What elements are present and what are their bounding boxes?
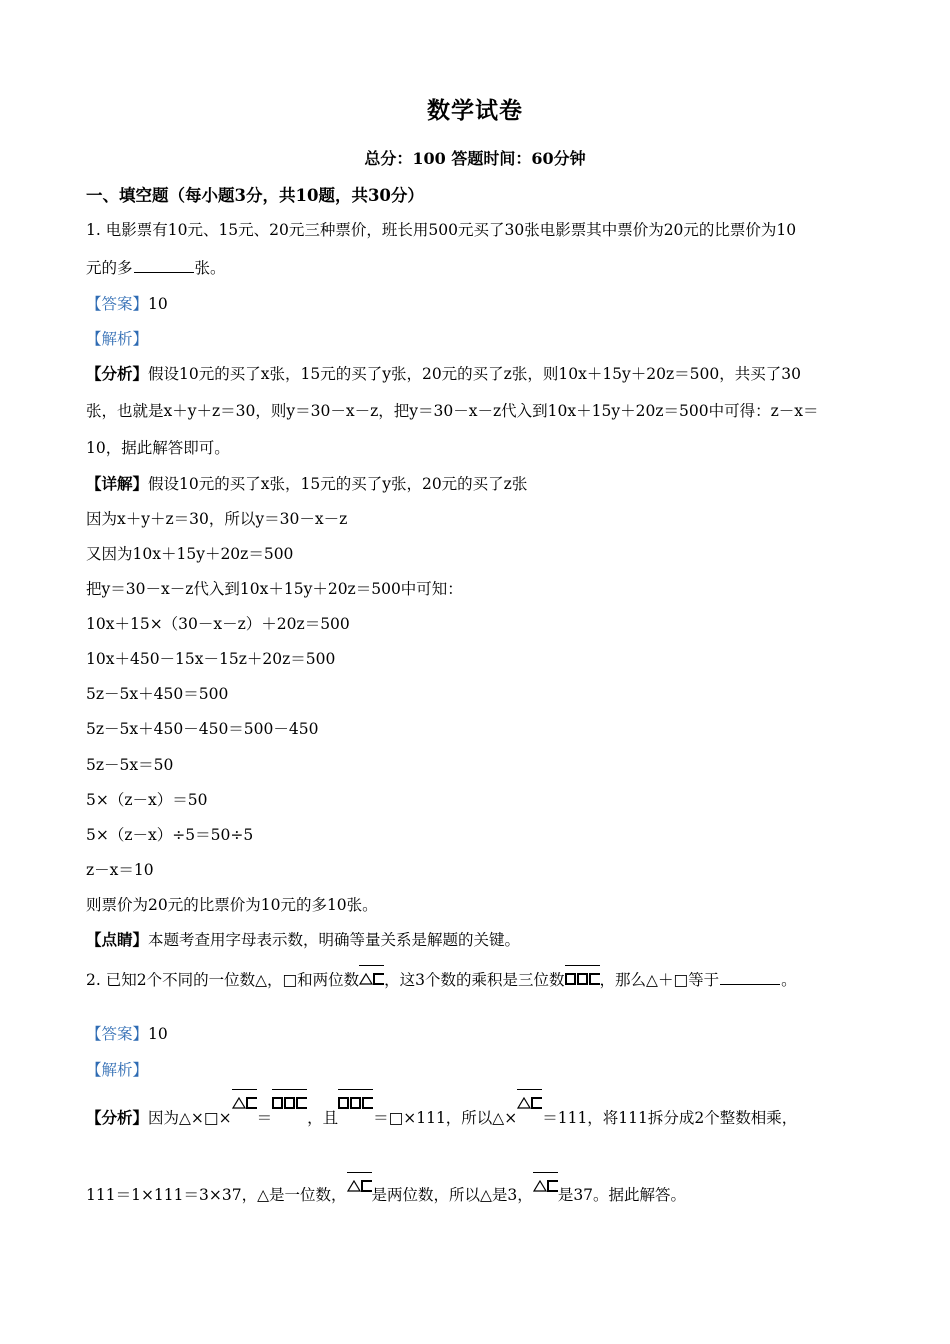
square-icon [531,1097,542,1109]
square-icon [361,1180,372,1192]
fenxi-text: 是两位数，所以△是3， [371,1186,533,1204]
q1-conclusion: 则票价为20元的比票价为10元的多10张。 [86,896,378,914]
q1-step: 5z－5x＝50 [86,756,174,774]
fenxi-text: 111＝1×111＝3×37，△是一位数， [86,1186,347,1204]
q2-text-d: 。 [781,971,797,989]
q1-text-a: 元的多 [86,259,133,277]
q1-step: 5×（z－x）÷5＝50÷5 [86,826,254,844]
two-digit-symbol [347,1172,372,1196]
q1-fenxi-line2: 张，也就是x＋y＋z＝30，则y＝30－x－z，把y＝30－x－z代入到10x＋15y＋20z＝500中可得：z－x＝ [86,402,819,420]
fenxi-text: 因为△×□× [148,1109,232,1127]
square-icon [547,1180,558,1192]
q2-analysis-label: 【解析】 [86,1061,149,1079]
section-heading: 一、填空题（每小题3分，共10题，共30分） [86,186,424,205]
three-digit-symbol [565,965,600,989]
q1-fenxi-line1 [86,362,801,384]
answer-label: 【答案】 [86,1025,149,1043]
fenxi-text: ＝□×111，所以△× [373,1109,518,1127]
q2-text-b: ，这3个数的乘积是三位数 [384,971,565,989]
q1-step: 10x＋450－15x－15z＋20z＝500 [86,650,336,668]
two-digit-symbol [517,1089,542,1113]
triangle-icon [533,1180,547,1192]
q2-fenxi-line1 [86,1103,797,1128]
q1-answer [86,292,168,314]
q1-xiangjie [86,472,527,494]
q1-step: 又因为10x＋15y＋20z＝500 [86,545,294,563]
fenxi-text: 假设10元的买了x张，15元的买了y张，20元的买了z张，则10x＋15y＋20z＝500，共买了30 [148,365,801,383]
q2-fenxi-line2 [86,1180,686,1205]
q1-dianjing [86,928,520,950]
triangle-icon [347,1180,361,1192]
answer-label: 【答案】 [86,295,149,313]
q1-step: 5z－5x＋450＝500 [86,685,229,703]
fenxi-label: 【分析】 [86,364,149,383]
square-icon [272,1097,283,1109]
fenxi-text: 是37。据此解答。 [557,1186,687,1204]
q2-text-a: 2. 已知2个不同的一位数△，□和两位数 [86,971,360,989]
two-digit-symbol [232,1089,257,1113]
three-digit-symbol [272,1089,307,1113]
q1-step: 5z－5x＋450－450＝500－450 [86,720,319,738]
triangle-icon [517,1097,531,1109]
q1-text-line1: 1. 电影票有10元、15元、20元三种票价，班长用500元买了30张电影票其中票价为20元的比票价为10 [86,221,797,239]
square-icon [284,1097,295,1109]
q1-fenxi-line3: 10，据此解答即可。 [86,439,230,457]
triangle-icon [232,1097,246,1109]
q2-text-c: ，那么△＋□等于 [599,971,720,989]
three-digit-symbol [338,1089,373,1113]
answer-blank [720,983,780,985]
q1-step: 5×（z－x）＝50 [86,791,208,809]
dianjing-label: 【点睛】 [86,930,149,949]
fenxi-text: ，且 [307,1109,339,1127]
page-title: 数学试卷 [427,97,523,124]
xiangjie-text: 假设10元的买了x张，15元的买了y张，20元的买了z张 [148,475,528,493]
square-icon [577,973,588,985]
two-digit-symbol [359,965,384,989]
q1-text-b: 张。 [194,259,226,277]
exam-info: 总分：100 答题时间：60分钟 [364,149,586,168]
q1-step: z－x＝10 [86,861,154,879]
square-icon [296,1097,307,1109]
q1-step: 把y＝30－x－z代入到10x＋15y＋20z＝500中可知： [86,580,463,598]
square-icon [362,1097,373,1109]
xiangjie-label: 【详解】 [86,474,149,493]
square-icon [565,973,576,985]
square-icon [350,1097,361,1109]
two-digit-symbol [533,1172,558,1196]
answer-blank [134,271,194,273]
q2-text [86,965,797,990]
fenxi-text: ＝ [256,1109,273,1127]
triangle-icon [359,973,373,985]
q1-analysis-label: 【解析】 [86,330,149,348]
square-icon [338,1097,349,1109]
q1-step: 因为x＋y＋z＝30，所以y＝30－x－z [86,510,348,528]
q1-step: 10x＋15×（30－x－z）＋20z＝500 [86,615,350,633]
fenxi-text: ＝111，将111拆分成2个整数相乘， [542,1109,798,1127]
square-icon [589,973,600,985]
q1-text-line2 [86,256,226,278]
fenxi-label: 【分析】 [86,1108,149,1127]
q2-answer [86,1022,168,1044]
dianjing-text: 本题考查用字母表示数，明确等量关系是解题的关键。 [148,931,521,949]
answer-value: 10 [148,295,168,313]
answer-value: 10 [148,1025,168,1043]
square-icon [246,1097,257,1109]
square-icon [373,973,384,985]
